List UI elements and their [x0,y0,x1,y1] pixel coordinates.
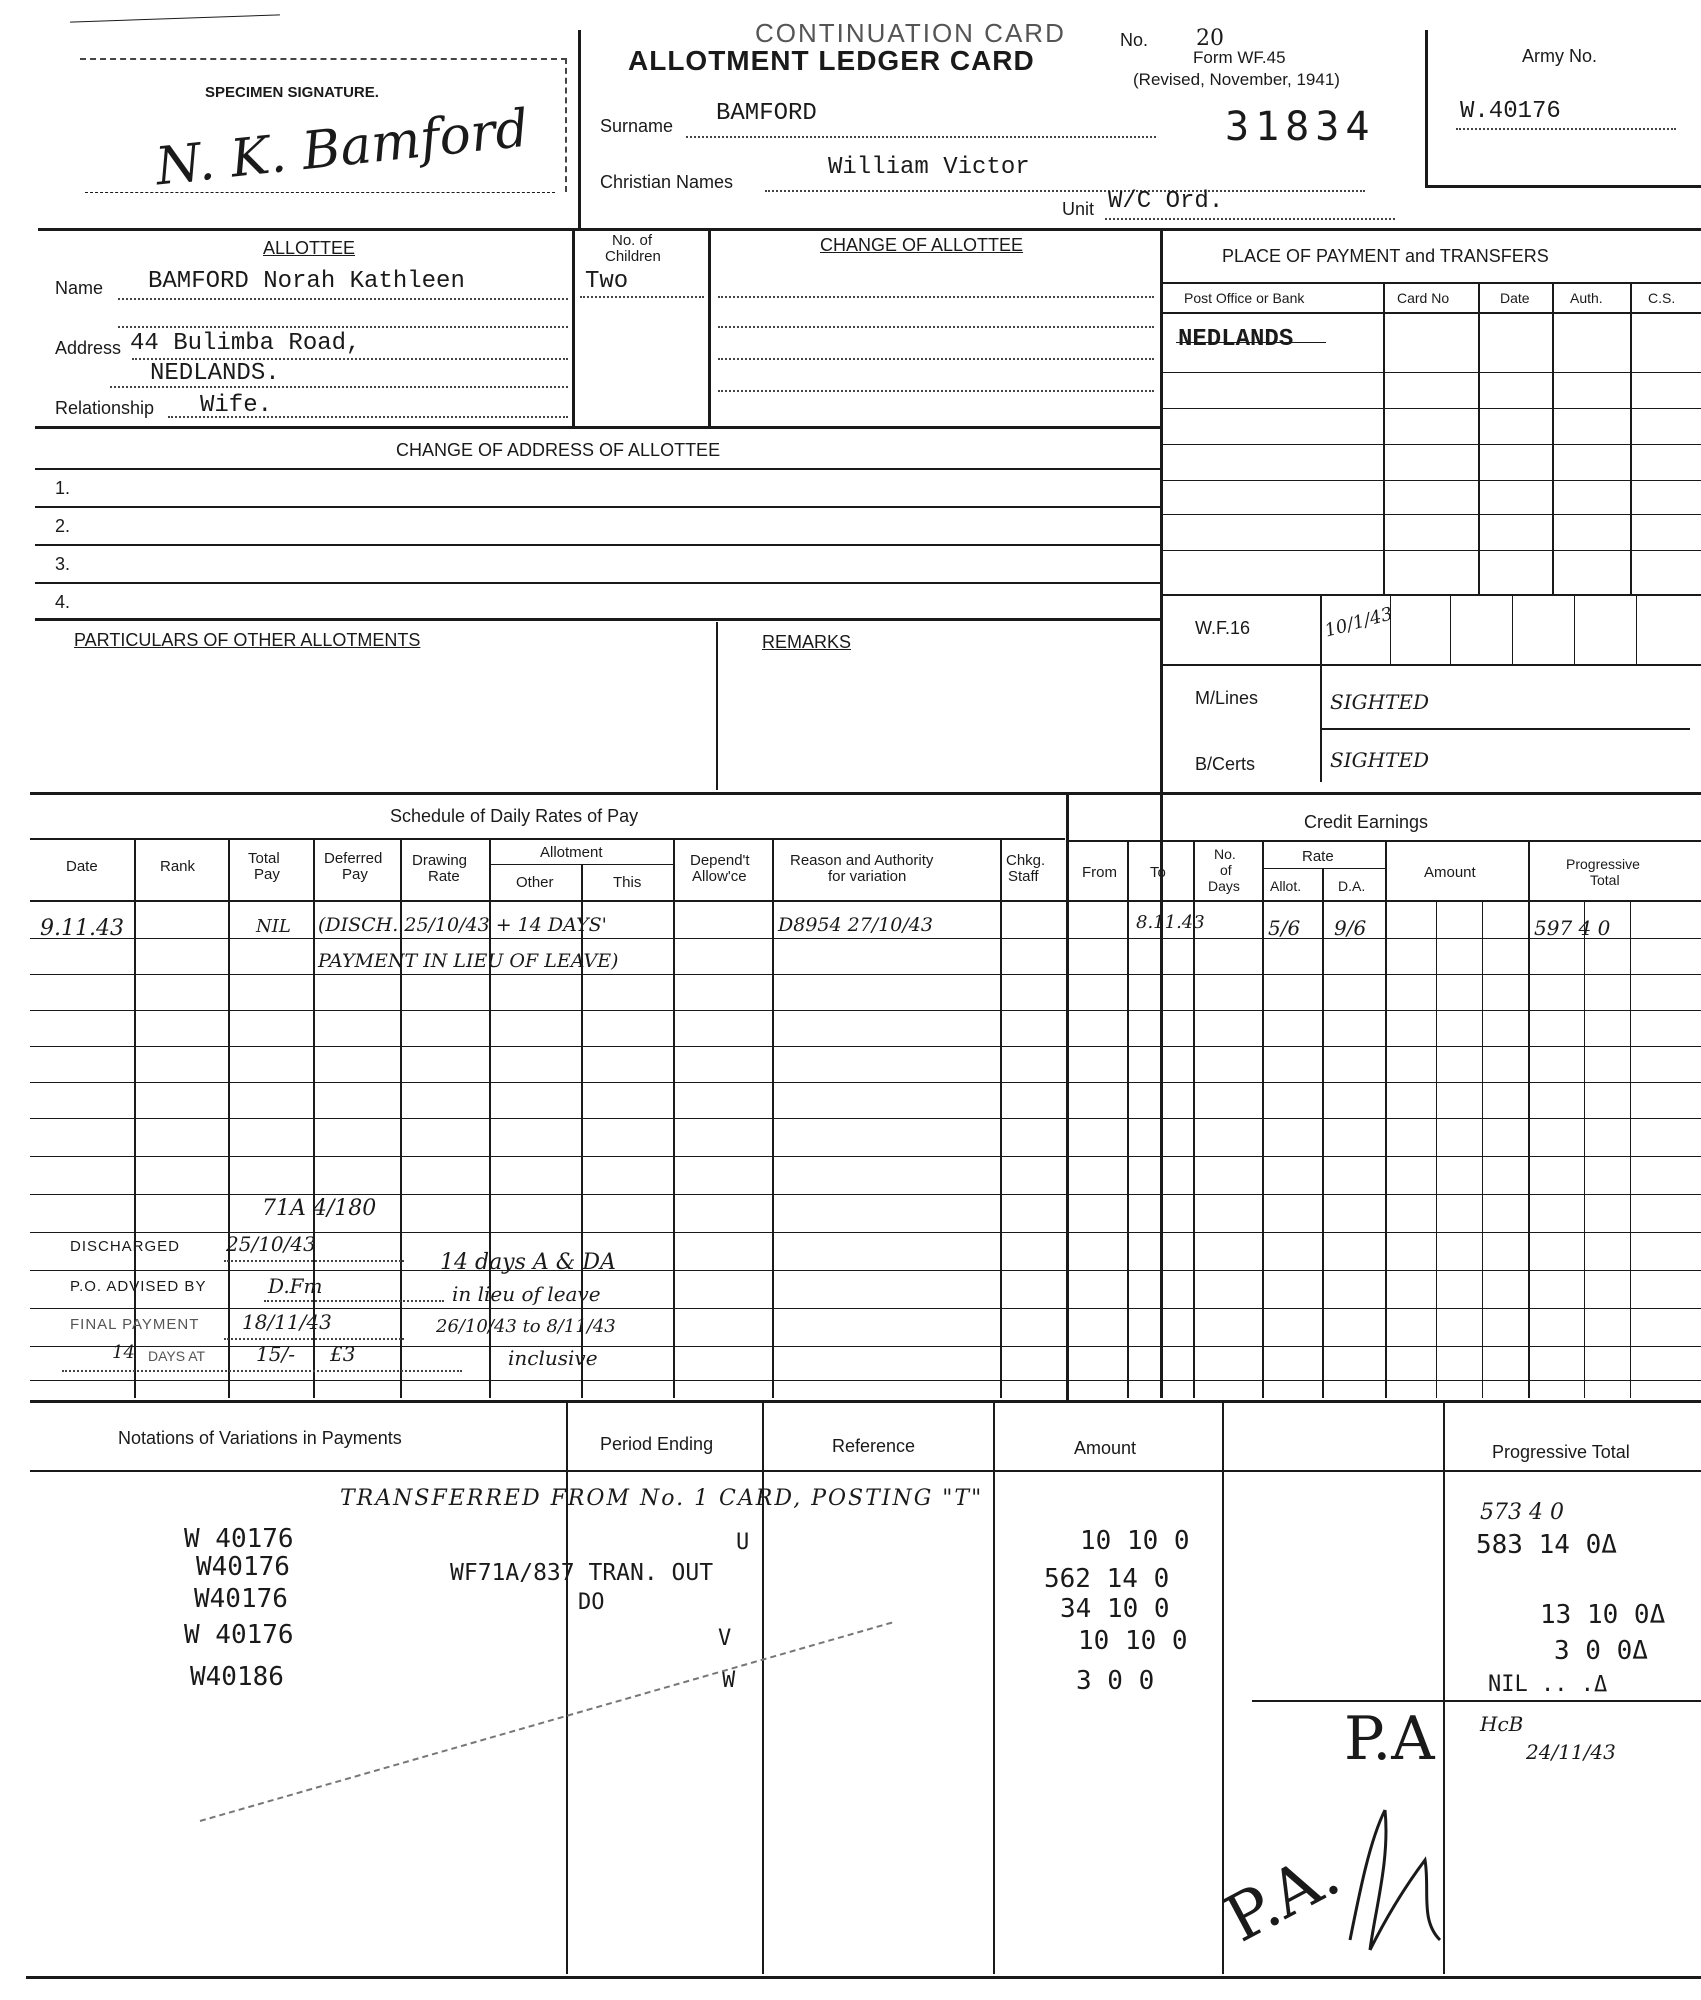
notation-code-4: V [718,1626,732,1651]
po-advised-value: D.Fm [268,1274,323,1298]
stamp-pa-rotated: P.A. [1213,1836,1352,1958]
days-total: £3 [330,1342,356,1366]
credit-entry-da: 9/6 [1334,916,1367,940]
main-top-border [38,228,1701,231]
change-address-heading: CHANGE OF ADDRESS OF ALLOTTEE [396,440,721,460]
change-address-row-4: 4. [55,592,71,612]
credit-rate: Rate [1302,848,1334,865]
sched-chkg-1: Chkg. [1006,852,1046,869]
form-number: Form WF.45 [1193,48,1286,67]
sched-depend-2: Allow'ce [692,868,747,885]
christian-names-label: Christian Names [600,172,734,192]
sched-other: Other [516,874,554,891]
stray-mark [200,1622,893,1822]
relationship-label: Relationship [55,398,155,418]
place-of-payment-heading: PLACE OF PAYMENT and TRANSFERS [1222,246,1549,266]
days-rate: 15/- [256,1342,295,1366]
stamp-date: 24/11/43 [1526,1740,1616,1764]
progressive-total-heading: Progressive Total [1492,1442,1630,1462]
notation-ref-3: DO [578,1590,605,1615]
notation-amt-4: 10 10 0 [1078,1626,1188,1656]
signature-scrawl [1330,1800,1450,1960]
sched-this: This [613,874,642,891]
children-label-2: Children [605,248,661,265]
credit-da: D.A. [1338,878,1366,894]
side-note-4: inclusive [508,1346,598,1370]
sched-deferred-2: Pay [342,866,368,883]
notation-army-1: W 40176 [184,1524,294,1554]
notation-amt-1: 10 10 0 [1080,1526,1190,1556]
side-note-3: 26/10/43 to 8/11/43 [436,1316,616,1337]
period-ending-heading: Period Ending [600,1434,714,1454]
credit-entry-to: 8.11.43 [1136,912,1205,933]
notation-prog-3: 13 10 0Δ [1540,1600,1666,1630]
allottee-heading: ALLOTTEE [263,238,356,258]
ledger-number: 31834 [1225,104,1376,150]
allottee-address-label: Address [55,338,122,358]
mlines-label: M/Lines [1195,688,1259,708]
sched-drawing-1: Drawing [412,852,468,869]
allottee-name: BAMFORD Norah Kathleen [148,268,465,295]
card-no-label: No. [1120,30,1149,50]
notation-amt-3: 34 10 0 [1060,1594,1170,1624]
notations-heading: Notations of Variations in Payments [118,1428,402,1448]
entry-date: 9.11.43 [40,916,124,941]
entry-note-1: (DISCH. 25/10/43 + 14 DAYS' [318,914,607,936]
credit-allot: Allot. [1270,878,1302,894]
signature-underline [85,192,555,193]
change-address-row-3: 3. [55,554,71,574]
discharged-label: DISCHARGED [70,1238,181,1255]
change-address-row-1: 1. [55,478,71,498]
sched-depend-1: Depend't [690,852,750,869]
credit-to: To [1150,864,1166,881]
final-payment-value: 18/11/43 [242,1310,332,1334]
sched-reason-2: for variation [828,868,907,885]
notation-amt-2: 562 14 0 [1044,1564,1170,1594]
bcerts-value: SIGHTED [1330,748,1429,772]
col-auth: Auth. [1570,290,1603,306]
army-no-box-left [1425,30,1428,187]
christian-names-value: William Victor [828,154,1030,181]
post-office-value: NEDLANDS [1178,326,1294,353]
notation-prog-5: NIL .. .Δ [1488,1672,1608,1697]
entry-total: NIL [256,916,291,937]
specimen-signature: N. K. Bamford [152,98,532,198]
amount-heading: Amount [1074,1438,1137,1458]
sched-total-2: Pay [254,866,280,883]
army-no-label: Army No. [1522,46,1598,66]
transfer-note: TRANSFERRED FROM No. 1 CARD, POSTING "T" [340,1486,984,1511]
revised-date: (Revised, November, 1941) [1133,70,1340,89]
credit-prog-2: Total [1590,872,1620,888]
credit-no-1: No. [1214,846,1236,862]
unit-value: W/C Ord. [1108,188,1224,215]
relationship-value: Wife. [200,392,273,419]
allottee-address-1: 44 Bulimba Road, [130,330,361,357]
wf16-value: 10/1/43 [1322,603,1395,642]
continuation-card: CONTINUATION CARD [755,18,1066,48]
stamp-initials: HcB [1480,1712,1524,1736]
notation-amt-5: 3 0 0 [1076,1666,1155,1696]
allottee-address-2: NEDLANDS. [150,360,280,387]
allottee-name-label: Name [55,278,104,298]
sched-drawing-2: Rate [428,868,460,885]
credit-entry-allot: 5/6 [1268,916,1301,940]
notation-army-4: W 40176 [184,1620,294,1650]
mlines-value: SIGHTED [1330,690,1429,714]
entry-reason: D8954 27/10/43 [778,914,933,936]
notation-prog-4: 3 0 0Δ [1554,1636,1648,1666]
reference-heading: Reference [832,1436,916,1456]
sched-deferred-1: Deferred [324,850,383,867]
notation-code-1: U [736,1530,750,1555]
sched-date: Date [66,858,98,875]
col-card-no: Card No [1397,290,1450,306]
notation-code-5: W [722,1668,736,1693]
credit-prog-1: Progressive [1566,856,1640,872]
sched-reason-1: Reason and Authority [790,852,934,869]
specimen-label: SPECIMEN SIGNATURE. [205,84,379,101]
wf-note: 71A 4/180 [262,1196,377,1221]
army-no-box-bottom [1425,185,1701,188]
army-no-value: W.40176 [1460,98,1561,125]
change-address-row-2: 2. [55,516,71,536]
credit-no-2: of [1220,862,1232,878]
header [0,0,1701,230]
final-payment-label: FINAL PAYMENT [70,1316,200,1333]
discharged-value: 25/10/43 [226,1232,316,1256]
schedule-heading: Schedule of Daily Rates of Pay [390,806,639,826]
notation-ref-2: WF71A/837 TRAN. OUT [450,1560,714,1586]
transfer-total: 573 4 0 [1480,1500,1564,1525]
credit-no-3: Days [1208,878,1240,894]
notation-prog-1: 583 14 0Δ [1476,1530,1617,1560]
bcerts-label: B/Certs [1195,754,1256,774]
remarks-heading: REMARKS [762,632,852,652]
notation-army-3: W40176 [194,1584,288,1614]
entry-note-2: PAYMENT IN LIEU OF LEAVE) [318,950,619,972]
col-cs: C.S. [1648,290,1676,306]
sched-allotment: Allotment [540,844,603,861]
stamp-pa: P.A [1344,1704,1435,1774]
children-value: Two [585,268,629,295]
side-note-2: in lieu of leave [452,1282,601,1306]
side-note-1: 14 days A & DA [440,1250,616,1275]
change-of-allottee-heading: CHANGE OF ALLOTTEE [820,235,1024,255]
credit-amount: Amount [1424,864,1476,881]
children-label-1: No. of [612,232,653,249]
bottom-border [26,1976,1701,1979]
days-value: 14 [112,1342,135,1363]
col-date: Date [1500,290,1530,306]
notation-army-2: W40176 [196,1552,290,1582]
surname-value: BAMFORD [716,100,817,127]
header-divider-left [578,30,581,230]
credit-from: From [1082,864,1117,881]
days-at-label: DAYS AT [148,1348,206,1364]
top-scratch [70,14,280,22]
notation-army-5: W40186 [190,1662,284,1692]
unit-label: Unit [1062,199,1095,219]
credit-entry-prog: 597 4 0 [1534,916,1611,940]
wf16-label: W.F.16 [1195,618,1251,638]
surname-label: Surname [600,116,674,136]
credit-heading: Credit Earnings [1304,812,1429,832]
sched-total-1: Total [248,850,280,867]
sched-chkg-2: Staff [1008,868,1039,885]
sched-rank: Rank [160,858,196,875]
po-advised-label: P.O. ADVISED BY [70,1278,207,1295]
col-post-office: Post Office or Bank [1184,290,1305,306]
card-no-value: 20 [1196,26,1224,51]
particulars-heading: PARTICULARS OF OTHER ALLOTMENTS [74,630,421,650]
card-title: ALLOTMENT LEDGER CARD [628,45,1035,76]
